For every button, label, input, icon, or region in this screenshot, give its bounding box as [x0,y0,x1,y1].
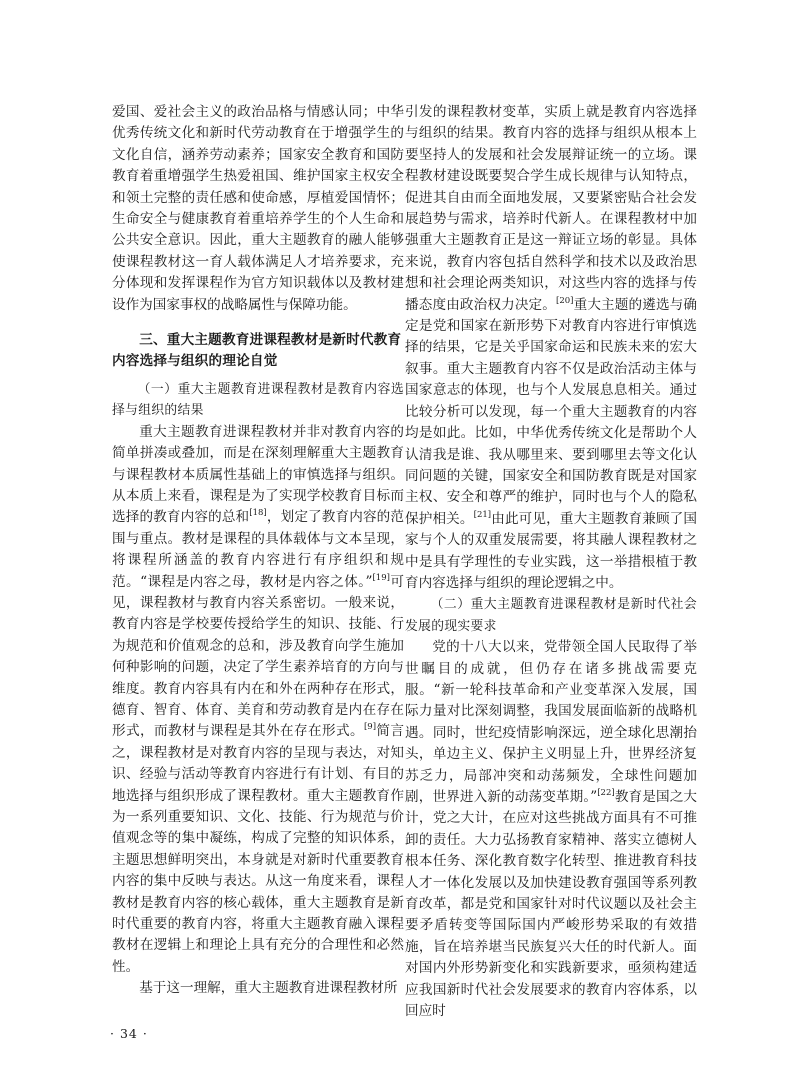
page-number: · 34 · [110,1026,148,1041]
continued-paragraph: 引发的课程教材变革，实质上就是教育内容选择与组织的结果。教育内容的选择与组织从根本上要坚持人的发展和社会发展辩证统一的立场。课程教材建设既要契合学生成长规律与认知特点，促进其自由而全面地发展，又要紧密贴合社会发展趋势与需求，培养时代新人。在课程教材中加强重大主题教育正是这一辩证立场的彰显。具体来说，教育内容包括自然科学和技术以及政治思想和社会理论两类知识，对这些内容的选择与传播态度由政治权力决定。[20]重大主题的遴选与确定是党和国家在新形势下对教育内容进行审慎选择的结果，它是关乎国家命运和民族未来的宏大叙事。重大主题教育内容不仅是政治活动主体与国家意志的体现，也与个人发展息息相关。通过比较分析可以发现，每一个重大主题教育的内容均是如此。比如，中华优秀传统文化是帮助个人认清我是谁、我从哪里来、要到哪里去等文化认同问题的关键，国家安全和国防教育既是对国家主权、安全和尊严的维护，同时也与个人的隐私保护相关。[21]由此可见，重大主题教育兼顾了国家与个人的双重发展需要，将其融人课程教材之中是具有学理性的专业实践，这一举措根植于教育内容选择与组织的理论逻辑之中。 [405,104,698,591]
citation-ref: [19] [372,572,390,583]
subsection-heading-2: （二）重大主题教育进课程教材是新时代社会发展的现实要求 [405,597,697,634]
left-column [112,102,404,1000]
subsection-heading-1: （一）重大主题教育进课程教材是教育内容选择与组织的结果 [112,381,404,419]
citation-ref: [21] [473,509,492,520]
body-paragraph: 基于这一理解，重大主题教育进课程教材所 [139,980,398,997]
body-paragraph: 党的十八大以来，党带领全国人民取得了举世瞩目的成就，但仍存在诸多挑战需要克服。“新一轮科技革命和产业变革深入发展，国际力量对比深刻调整，我国发展面临新的战略机遇。同时，世纪疫情影响深远，逆全球化思潮抬头，单边主义、保护主义明显上升，世界经济复苏乏力，局部冲突和动荡频发，全球性问题加剧，世界进入新的动荡变革期。”[22]教育是国之大计，党之大计，在应对这些挑战方面具有不可推卸的责任。大力弘扬教育家精神、落实立德树人根本任务、深化教育数字化转型、推进教育科技人才一体化发展以及加快建设教育强国等系列教育改革，都是党和国家针对时代议题以及社会主要矛盾转变等国际国内严峻形势采取的有效措施，旨在培养堪当民族复兴大任的时代新人。面对国内外形势新变化和实践新要求，亟须构建适应我国新时代社会发展要求的教育内容体系，以回应时 [405,639,698,1020]
citation-ref: [20] [556,295,574,306]
citation-ref: [9] [363,722,377,733]
body-paragraph: 重大主题教育进课程教材并非对教育内容的简单拼凑或叠加，而是在深刻理解重大主题教育与课程教材本质属性基础上的审慎选择与组织。从本质上来看，课程是为了实现学校教育目标而选择的教育内容的总和[18]，划定了教育内容的范围与重点。教材是课程的具体载体与文本呈现，将课程所涵盖的教育内容进行有序组织和规范。“课程是内容之母，教材是内容之体。”[19]可见，课程教材与教育内容关系密切。一般来说，教育内容是学校要传授给学生的知识、技能、行为规范和价值观念的总和，涉及教育向学生施加何种影响的问题，决定了学生素养培育的方向与维度。教育内容具有内在和外在两种存在形式，德育、智育、体育、美育和劳动教育是内在存在形式，而教材与课程是其外在存在形式。[9]简言之，课程教材是对教育内容的呈现与表达，对知识、经验与活动等教育内容进行有计划、有目的地选择与组织形成了课程教材。重大主题教育作为一系列重要知识、文化、技能、行为规范与价值观念等的集中凝练，构成了完整的知识体系，主题思想鲜明突出，本身就是对新时代重要教育内容的集中反映与表达。从这一角度来看，课程教材是教育内容的核心载体，重大主题教育是新时代重要的教育内容，将重大主题教育融入课程教材在逻辑上和理论上具有充分的合理性和必然性。 [112,423,405,975]
section-heading: 三、重大主题教育进课程教材是新时代教育内容选择与组织的理论自觉 [112,332,402,370]
citation-ref: [22] [597,788,615,798]
right-column [405,102,697,1022]
intro-paragraph: 爱国、爱社会主义的政治品格与情感认同；中华优秀传统文化和新时代劳动教育在于增强学生的文化自信，涵养劳动素养；国家安全教育和国防教育着重增强学生热爱祖国、维护国家主权安全和领土完整的责任感和使命感，厚植爱国情怀；生命安全与健康教育着重培养学生的个人生命和公共安全意识。因此，重大主题教育的融人能够使课程教材这一育人载体满足人才培养要求，充分体现和发挥课程作为官方知识载体以及教材建设作为国家事权的战略属性与保障功能。 [112,104,404,313]
citation-ref: [18] [249,508,267,519]
